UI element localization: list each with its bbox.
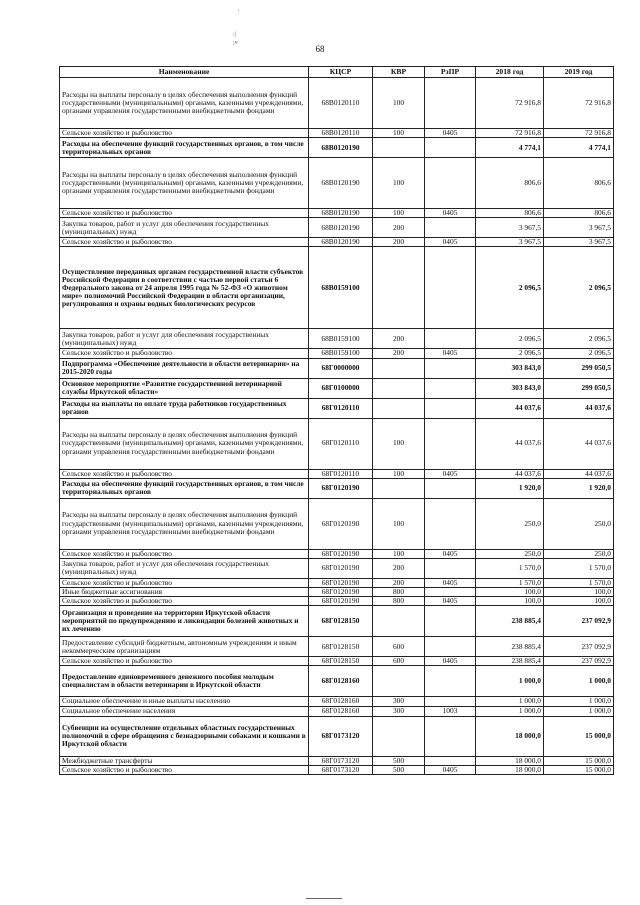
cell-2019: 3 967,5 <box>544 218 614 238</box>
cell-kcsr: 68В0120190 <box>309 158 373 209</box>
cell-2018: 1 570,0 <box>476 558 544 578</box>
cell-name: Закупка товаров, работ и услуг для обеспечения государственных (муниципальных) нужд <box>60 329 309 349</box>
cell-2018: 18 000,0 <box>476 756 544 765</box>
table-row <box>60 398 614 418</box>
cell-kcsr: 68Г0128160 <box>309 706 373 716</box>
cell-rzpr: 0405 <box>425 129 476 138</box>
cell-2018: 4 774,1 <box>476 138 544 158</box>
cell-kvr: 100 <box>373 158 425 209</box>
cell-name: Основное мероприятие «Развитие государственной ветеринарной службы Иркутской области» <box>60 378 309 398</box>
table-row <box>60 666 614 697</box>
header-name: Наименование <box>60 67 309 78</box>
cell-2018: 3 967,5 <box>476 238 544 247</box>
cell-2019: 15 000,0 <box>544 716 614 756</box>
table-row <box>60 209 614 218</box>
cell-2018: 18 000,0 <box>476 765 544 774</box>
cell-kcsr: 68Г0120190 <box>309 597 373 606</box>
cell-2019: 1 570,0 <box>544 578 614 587</box>
cell-kvr: 300 <box>373 697 425 706</box>
table-row <box>60 697 614 706</box>
cell-rzpr: 0405 <box>425 549 476 558</box>
table-body <box>60 78 614 775</box>
table-row <box>60 138 614 158</box>
cell-rzpr <box>425 666 476 697</box>
cell-rzpr <box>425 158 476 209</box>
cell-2019: 806,6 <box>544 209 614 218</box>
cell-name: Закупка товаров, работ и услуг для обеспечения государственных (муниципальных) нужд <box>60 558 309 578</box>
cell-2019: 299 050,5 <box>544 358 614 378</box>
cell-rzpr <box>425 637 476 657</box>
cell-rzpr <box>425 716 476 756</box>
cell-2019: 2 096,5 <box>544 349 614 358</box>
cell-2018: 303 843,0 <box>476 358 544 378</box>
cell-2018: 44 037,6 <box>476 418 544 469</box>
cell-rzpr: 0405 <box>425 597 476 606</box>
cell-rzpr <box>425 398 476 418</box>
cell-kvr: 100 <box>373 549 425 558</box>
cell-2018: 238 885,4 <box>476 637 544 657</box>
cell-kcsr: 68Г0000000 <box>309 358 373 378</box>
cell-kcsr: 68Г0120110 <box>309 469 373 478</box>
header-2019: 2019 год <box>544 67 614 78</box>
cell-name: Социальное обеспечение населения <box>60 706 309 716</box>
table-row <box>60 218 614 238</box>
cell-kcsr: 68Г0128150 <box>309 637 373 657</box>
cell-2018: 238 885,4 <box>476 657 544 666</box>
cell-2019: 44 037,6 <box>544 418 614 469</box>
cell-kvr: 200 <box>373 578 425 587</box>
cell-kvr: 200 <box>373 238 425 247</box>
table-row <box>60 587 614 596</box>
cell-name: Организация и проведение на территории Иркутской области мероприятий по предупреждению и ликвидации болезней животных и их лечению <box>60 606 309 637</box>
cell-name: Подпрограмма «Обеспечение деятельности в области ветеринарии» на 2015-2020 годы <box>60 358 309 378</box>
cell-kvr: 500 <box>373 756 425 765</box>
cell-2018: 3 967,5 <box>476 218 544 238</box>
cell-2018: 72 916,8 <box>476 78 544 129</box>
cell-kvr: 200 <box>373 349 425 358</box>
cell-rzpr: 0405 <box>425 209 476 218</box>
table-row <box>60 756 614 765</box>
cell-kvr: 100 <box>373 78 425 129</box>
cell-kcsr: 68Г0120190 <box>309 587 373 596</box>
cell-rzpr <box>425 587 476 596</box>
cell-2019: 4 774,1 <box>544 138 614 158</box>
cell-name: Сельское хозяйство и рыболовство <box>60 238 309 247</box>
cell-2018: 1 000,0 <box>476 706 544 716</box>
header-2018: 2018 год <box>476 67 544 78</box>
cell-2019: 15 000,0 <box>544 765 614 774</box>
header-rzpr: РзПР <box>425 67 476 78</box>
cell-2019: 237 092,9 <box>544 606 614 637</box>
cell-2018: 250,0 <box>476 549 544 558</box>
cell-kvr: 600 <box>373 657 425 666</box>
table-row <box>60 549 614 558</box>
cell-2018: 2 096,5 <box>476 247 544 329</box>
cell-kvr: 200 <box>373 329 425 349</box>
cell-kcsr: 68Г0128160 <box>309 697 373 706</box>
table-row <box>60 597 614 606</box>
cell-2019: 1 920,0 <box>544 478 614 498</box>
cell-rzpr <box>425 558 476 578</box>
table-header-row <box>60 67 614 78</box>
cell-2018: 2 096,5 <box>476 329 544 349</box>
table-row <box>60 247 614 329</box>
cell-rzpr <box>425 378 476 398</box>
cell-kcsr: 68В0120110 <box>309 78 373 129</box>
scan-mark: :| <box>233 32 236 38</box>
cell-kvr <box>373 606 425 637</box>
cell-rzpr: 0405 <box>425 469 476 478</box>
table-row <box>60 716 614 756</box>
cell-name: Расходы на обеспечение функций государственных органов, в том числе территориальных органов <box>60 138 309 158</box>
cell-kvr <box>373 716 425 756</box>
cell-2019: 250,0 <box>544 549 614 558</box>
cell-kvr <box>373 358 425 378</box>
page-number: 68 <box>315 44 325 54</box>
cell-name: Сельское хозяйство и рыболовство <box>60 129 309 138</box>
cell-2018: 44 037,6 <box>476 469 544 478</box>
cell-2018: 303 843,0 <box>476 378 544 398</box>
scan-mark: ;v <box>233 40 238 46</box>
cell-rzpr <box>425 697 476 706</box>
header-kvr: КВР <box>373 67 425 78</box>
cell-rzpr <box>425 498 476 549</box>
cell-kcsr: 68В0120190 <box>309 238 373 247</box>
cell-name: Сельское хозяйство и рыболовство <box>60 469 309 478</box>
cell-kcsr: 68Г0120110 <box>309 398 373 418</box>
cell-kcsr: 68В0159100 <box>309 329 373 349</box>
cell-2019: 250,0 <box>544 498 614 549</box>
cell-rzpr <box>425 138 476 158</box>
cell-kcsr: 68Г0120190 <box>309 578 373 587</box>
cell-2019: 1 570,0 <box>544 558 614 578</box>
cell-name: Иные бюджетные ассигнования <box>60 587 309 596</box>
cell-2018: 100,0 <box>476 597 544 606</box>
cell-kcsr: 68В0159100 <box>309 247 373 329</box>
cell-2018: 238 885,4 <box>476 606 544 637</box>
cell-rzpr: 0405 <box>425 578 476 587</box>
cell-kcsr: 68Г0120190 <box>309 558 373 578</box>
cell-2018: 18 000,0 <box>476 716 544 756</box>
table-row <box>60 378 614 398</box>
cell-kvr: 200 <box>373 218 425 238</box>
cell-name: Расходы на выплаты по оплате труда работников государственных органов <box>60 398 309 418</box>
cell-name: Сельское хозяйство и рыболовство <box>60 765 309 774</box>
cell-kvr: 100 <box>373 469 425 478</box>
table-row <box>60 478 614 498</box>
cell-name: Сельское хозяйство и рыболовство <box>60 597 309 606</box>
cell-2019: 3 967,5 <box>544 238 614 247</box>
cell-2019: 299 050,5 <box>544 378 614 398</box>
cell-rzpr <box>425 478 476 498</box>
cell-2018: 1 000,0 <box>476 666 544 697</box>
cell-kcsr: 68Г0173120 <box>309 716 373 756</box>
table-row <box>60 238 614 247</box>
cell-2019: 44 037,6 <box>544 398 614 418</box>
cell-name: Сельское хозяйство и рыболовство <box>60 578 309 587</box>
cell-kvr <box>373 478 425 498</box>
cell-kvr: 800 <box>373 587 425 596</box>
table-row <box>60 765 614 774</box>
cell-kvr <box>373 398 425 418</box>
cell-2019: 1 000,0 <box>544 697 614 706</box>
cell-name: Расходы на выплаты персоналу в целях обеспечения выполнения функций государственными (муниципальными) органами, казенными учреждениями, органами управления государственными внебюджетными фондами <box>60 78 309 129</box>
cell-2018: 1 920,0 <box>476 478 544 498</box>
cell-rzpr <box>425 418 476 469</box>
cell-2019: 2 096,5 <box>544 329 614 349</box>
cell-kcsr: 68Г0128150 <box>309 657 373 666</box>
cell-name: Расходы на обеспечение функций государственных органов, в том числе территориальных органов <box>60 478 309 498</box>
cell-kcsr: 68Г0128150 <box>309 606 373 637</box>
table-row <box>60 578 614 587</box>
cell-2018: 100,0 <box>476 587 544 596</box>
table-row <box>60 498 614 549</box>
cell-name: Социальное обеспечение и иные выплаты населению <box>60 697 309 706</box>
cell-kcsr: 68Г0120190 <box>309 498 373 549</box>
cell-kvr <box>373 666 425 697</box>
table-row <box>60 469 614 478</box>
cell-2018: 44 037,6 <box>476 398 544 418</box>
cell-kcsr: 68В0120190 <box>309 209 373 218</box>
cell-kvr: 500 <box>373 765 425 774</box>
cell-kcsr: 68Г0120190 <box>309 478 373 498</box>
table-row <box>60 349 614 358</box>
cell-2019: 72 916,8 <box>544 129 614 138</box>
table-row <box>60 706 614 716</box>
cell-rzpr <box>425 78 476 129</box>
footer-line <box>306 898 342 899</box>
cell-kvr <box>373 138 425 158</box>
table-row <box>60 606 614 637</box>
cell-kcsr: 68В0159100 <box>309 349 373 358</box>
cell-name: Расходы на выплаты персоналу в целях обеспечения выполнения функций государственными (муниципальными) органами, казенными учреждениями, органами управления государственными внебюджетными фондами <box>60 418 309 469</box>
cell-rzpr <box>425 606 476 637</box>
cell-kcsr: 68В0120190 <box>309 218 373 238</box>
budget-table <box>59 66 614 775</box>
cell-kvr: 100 <box>373 209 425 218</box>
cell-rzpr <box>425 247 476 329</box>
cell-name: Субвенции на осуществление отдельных областных государственных полномочий в сфере обращения с безнадзорными собаками и кошками в Иркутской области <box>60 716 309 756</box>
cell-kvr: 100 <box>373 498 425 549</box>
cell-2019: 1 000,0 <box>544 706 614 716</box>
table-row <box>60 158 614 209</box>
cell-2018: 1 000,0 <box>476 697 544 706</box>
cell-name: Расходы на выплаты персоналу в целях обеспечения выполнения функций государственными (муниципальными) органами, казенными учреждениями, органами управления государственными внебюджетными фондами <box>60 498 309 549</box>
cell-kvr: 300 <box>373 706 425 716</box>
cell-2019: 100,0 <box>544 587 614 596</box>
cell-rzpr: 0405 <box>425 765 476 774</box>
cell-kcsr: 68Г0120110 <box>309 418 373 469</box>
cell-name: Предоставление единовременного денежного пособия молодым специалистам в области ветеринарии в Иркутской области <box>60 666 309 697</box>
cell-2019: 15 000,0 <box>544 756 614 765</box>
cell-name: Сельское хозяйство и рыболовство <box>60 549 309 558</box>
cell-kvr: 600 <box>373 637 425 657</box>
cell-name: Сельское хозяйство и рыболовство <box>60 657 309 666</box>
cell-2019: 72 916,8 <box>544 78 614 129</box>
cell-2019: 2 096,5 <box>544 247 614 329</box>
cell-rzpr: 0405 <box>425 349 476 358</box>
cell-2018: 806,6 <box>476 209 544 218</box>
cell-kvr <box>373 247 425 329</box>
cell-kcsr: 68В0120190 <box>309 138 373 158</box>
cell-2019: 237 092,9 <box>544 657 614 666</box>
cell-2018: 1 570,0 <box>476 578 544 587</box>
cell-name: Межбюджетные трансферты <box>60 756 309 765</box>
cell-name: Осуществление переданных органам государственной власти субъектов Российской Федерации в соответствии с частью первой статьи 6 Федерального закона от 24 апреля 1995 года № 52-ФЗ «О животном мире» полномочий Российской Федерации в области организации, регулирования и охраны водных биологических ресурсов <box>60 247 309 329</box>
table-row <box>60 637 614 657</box>
cell-2019: 100,0 <box>544 597 614 606</box>
cell-kvr: 100 <box>373 129 425 138</box>
cell-kvr: 200 <box>373 558 425 578</box>
cell-rzpr <box>425 218 476 238</box>
cell-kcsr: 68Г0120190 <box>309 549 373 558</box>
cell-name: Сельское хозяйство и рыболовство <box>60 349 309 358</box>
cell-2019: 44 037,6 <box>544 469 614 478</box>
cell-rzpr <box>425 329 476 349</box>
cell-name: Закупка товаров, работ и услуг для обеспечения государственных (муниципальных) нужд <box>60 218 309 238</box>
table-row <box>60 358 614 378</box>
cell-kcsr: 68Г0173120 <box>309 756 373 765</box>
table-row <box>60 558 614 578</box>
cell-2018: 2 096,5 <box>476 349 544 358</box>
cell-rzpr: 1003 <box>425 706 476 716</box>
cell-2019: 237 092,9 <box>544 637 614 657</box>
cell-2018: 72 916,8 <box>476 129 544 138</box>
cell-kcsr: 68Г0173120 <box>309 765 373 774</box>
cell-kvr: 100 <box>373 418 425 469</box>
header-kcsr: КЦСР <box>309 67 373 78</box>
cell-rzpr: 0405 <box>425 238 476 247</box>
cell-kcsr: 68В0120110 <box>309 129 373 138</box>
table-row <box>60 657 614 666</box>
cell-kcsr: 68Г0128160 <box>309 666 373 697</box>
cell-kvr: 800 <box>373 597 425 606</box>
cell-2019: 806,6 <box>544 158 614 209</box>
cell-rzpr <box>425 358 476 378</box>
cell-kvr <box>373 378 425 398</box>
scan-mark: ' <box>238 10 240 16</box>
cell-2018: 250,0 <box>476 498 544 549</box>
cell-2019: 1 000,0 <box>544 666 614 697</box>
cell-name: Расходы на выплаты персоналу в целях обеспечения выполнения функций государственными (муниципальными) органами, казенными учреждениями, органами управления государственными внебюджетными фондами <box>60 158 309 209</box>
cell-rzpr: 0405 <box>425 657 476 666</box>
table-row <box>60 129 614 138</box>
cell-2018: 806,6 <box>476 158 544 209</box>
table-row <box>60 418 614 469</box>
cell-rzpr <box>425 756 476 765</box>
cell-kcsr: 68Г0100000 <box>309 378 373 398</box>
table-row <box>60 329 614 349</box>
cell-name: Сельское хозяйство и рыболовство <box>60 209 309 218</box>
cell-name: Предоставление субсидий бюджетным, автономным учреждениям и иным некоммерческим организациям <box>60 637 309 657</box>
table-row <box>60 78 614 129</box>
